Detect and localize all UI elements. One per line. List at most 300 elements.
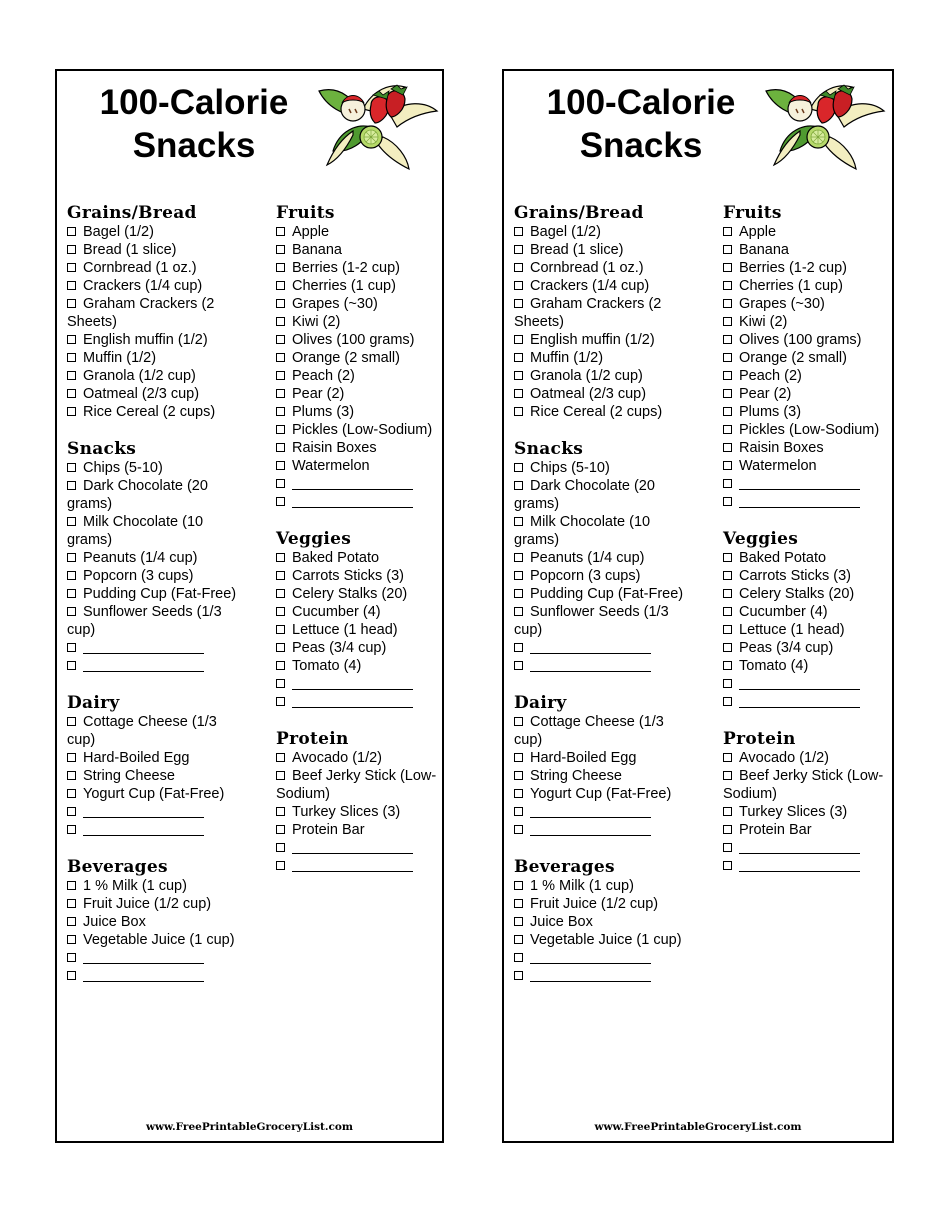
checkbox-icon[interactable] [67, 389, 76, 398]
checkbox-icon[interactable] [723, 679, 732, 688]
checkbox-icon[interactable] [67, 481, 76, 490]
checklist-item-label: Peanuts (1/4 cup) [530, 550, 645, 566]
checkbox-icon[interactable] [276, 843, 285, 852]
checkbox-icon[interactable] [67, 643, 76, 652]
checkbox-icon[interactable] [276, 263, 285, 272]
checklist-item-label: Tomato (4) [739, 658, 809, 674]
checkbox-icon[interactable] [276, 281, 285, 290]
checklist-item-label: Peas (3/4 cup) [292, 640, 387, 656]
checkbox-icon[interactable] [723, 335, 732, 344]
write-in-line[interactable] [739, 677, 860, 690]
checkbox-icon[interactable] [514, 789, 523, 798]
checklist-item [723, 549, 903, 567]
checkbox-icon[interactable] [514, 389, 523, 398]
checklist-item [67, 223, 247, 241]
write-in-line[interactable] [292, 695, 413, 708]
checkbox-icon[interactable] [723, 299, 732, 308]
checkbox-icon[interactable] [514, 353, 523, 362]
checkbox-icon[interactable] [723, 497, 732, 506]
checklist [723, 223, 903, 511]
checklist-item [276, 639, 456, 657]
checkbox-icon[interactable] [276, 407, 285, 416]
checklist-item [276, 439, 456, 457]
write-in-line[interactable] [83, 951, 204, 964]
checklist-item-label: Popcorn (3 cups) [83, 568, 194, 584]
checklist-item [67, 403, 247, 421]
checklist-item-label: Grapes (~30) [739, 296, 825, 312]
checkbox-icon[interactable] [514, 407, 523, 416]
checkbox-icon[interactable] [67, 953, 76, 962]
checkbox-icon[interactable] [723, 771, 732, 780]
checklist-item [723, 331, 903, 349]
checkbox-icon[interactable] [723, 607, 732, 616]
checklist-item-label: Crackers (1/4 cup) [530, 278, 650, 294]
write-in-line[interactable] [83, 969, 204, 982]
checkbox-icon[interactable] [276, 697, 285, 706]
checkbox-icon[interactable] [67, 371, 76, 380]
blank-checklist-item [514, 967, 694, 985]
checklist-item-label: Yogurt Cup (Fat-Free) [530, 786, 672, 802]
checkbox-icon[interactable] [723, 479, 732, 488]
checklist-item [514, 349, 694, 367]
write-in-line[interactable] [292, 677, 413, 690]
checklist-item [276, 385, 456, 403]
checklist-item-label: Apple [739, 224, 777, 240]
checklist-item-label: English muffin (1/2) [530, 332, 655, 348]
blank-checklist-item [276, 839, 456, 857]
checklist-item [276, 621, 456, 639]
checklist-item-label: String Cheese [530, 768, 622, 784]
checklist-item [723, 313, 903, 331]
checkbox-icon[interactable] [276, 643, 285, 652]
checklist-item [67, 385, 247, 403]
checkbox-icon[interactable] [67, 553, 76, 562]
checklist [276, 749, 456, 875]
checklist-item-label: Bread (1 slice) [530, 242, 624, 258]
blank-checklist-item [67, 821, 247, 839]
checkbox-icon[interactable] [276, 607, 285, 616]
write-in-line[interactable] [83, 805, 204, 818]
checkbox-icon[interactable] [723, 371, 732, 380]
checklist-item-label: Fruit Juice (1/2 cup) [83, 896, 212, 912]
write-in-line[interactable] [739, 695, 860, 708]
checkbox-icon[interactable] [67, 281, 76, 290]
checklist-item [276, 821, 456, 839]
section-snacks [514, 439, 694, 675]
write-in-line[interactable] [292, 841, 413, 854]
checkbox-icon[interactable] [67, 971, 76, 980]
checklist-item-label: Kiwi (2) [292, 314, 341, 330]
checklist-item-label: Berries (1-2 cup) [292, 260, 400, 276]
section-heading: Veggies [276, 529, 352, 549]
checklist-item [67, 567, 247, 585]
section-veggies [276, 529, 456, 711]
checklist-item [514, 277, 694, 295]
checkbox-icon[interactable] [514, 227, 523, 236]
checkbox-icon[interactable] [514, 463, 523, 472]
checklist-item [514, 931, 694, 949]
blank-checklist-item [67, 657, 247, 675]
checkbox-icon[interactable] [67, 335, 76, 344]
section-beverages [514, 857, 694, 985]
checkbox-icon[interactable] [67, 825, 76, 834]
checklist-item [723, 603, 903, 621]
section-heading: Snacks [67, 439, 137, 459]
section-fruits [276, 203, 456, 511]
checkbox-icon[interactable] [514, 263, 523, 272]
checkbox-icon[interactable] [67, 227, 76, 236]
checklist-item [276, 331, 456, 349]
checklist-item [514, 549, 694, 567]
write-in-line[interactable] [292, 477, 413, 490]
checkbox-icon[interactable] [723, 389, 732, 398]
checklist-item-label: Apple [292, 224, 330, 240]
checkbox-icon[interactable] [723, 807, 732, 816]
checkbox-icon[interactable] [276, 571, 285, 580]
checkbox-icon[interactable] [276, 825, 285, 834]
checkbox-icon[interactable] [723, 353, 732, 362]
checkbox-icon[interactable] [723, 461, 732, 470]
checklist-item [514, 877, 694, 895]
checklist-item [67, 713, 247, 749]
checkbox-icon[interactable] [514, 717, 523, 726]
blank-checklist-item [276, 675, 456, 693]
checklist-item [514, 513, 694, 549]
checkbox-icon[interactable] [276, 589, 285, 598]
checklist-item [67, 513, 247, 549]
checklist-item-label: Grapes (~30) [292, 296, 378, 312]
checklist-item [67, 877, 247, 895]
checklist-item-label: Hard-Boiled Egg [530, 750, 637, 766]
checklist-item [276, 403, 456, 421]
checkbox-icon[interactable] [514, 899, 523, 908]
checkbox-icon[interactable] [514, 517, 523, 526]
checklist-item [514, 385, 694, 403]
checkbox-icon[interactable] [67, 245, 76, 254]
checklist-item [723, 749, 903, 767]
write-in-line[interactable] [739, 859, 860, 872]
blank-checklist-item [276, 693, 456, 711]
checkbox-icon[interactable] [723, 227, 732, 236]
checkbox-icon[interactable] [514, 335, 523, 344]
checklist-item-label: Dark Chocolate (20 grams) [67, 478, 208, 512]
checklist-item [723, 403, 903, 421]
section-heading: Grains/Bread [67, 203, 197, 223]
checkbox-icon[interactable] [514, 807, 523, 816]
checkbox-icon[interactable] [723, 571, 732, 580]
checkbox-icon[interactable] [723, 697, 732, 706]
checklist-item [514, 241, 694, 259]
checklist-item-label: Carrots Sticks (3) [292, 568, 404, 584]
checkbox-icon[interactable] [276, 807, 285, 816]
checkbox-icon[interactable] [276, 317, 285, 326]
checklist-item [723, 567, 903, 585]
checkbox-icon[interactable] [276, 299, 285, 308]
checkbox-icon[interactable] [723, 625, 732, 634]
checkbox-icon[interactable] [723, 263, 732, 272]
checkbox-icon[interactable] [67, 263, 76, 272]
checklist-item [276, 549, 456, 567]
checkbox-icon[interactable] [276, 425, 285, 434]
checklist-item-label: Rice Cereal (2 cups) [83, 404, 216, 420]
write-in-line[interactable] [292, 495, 413, 508]
checklist [67, 877, 247, 985]
write-in-line[interactable] [83, 823, 204, 836]
checklist-item-label: Muffin (1/2) [83, 350, 157, 366]
checkbox-icon[interactable] [514, 371, 523, 380]
checklist-item-label: Beef Jerky Stick (Low-Sodium) [276, 768, 437, 802]
footer-url: www.FreePrintableGroceryList.com [145, 1121, 354, 1133]
checklist-item-label: Granola (1/2 cup) [83, 368, 196, 384]
checklist-item [514, 585, 694, 603]
checklist-item [67, 749, 247, 767]
write-in-line[interactable] [530, 823, 651, 836]
checklist-item-label: Olives (100 grams) [292, 332, 415, 348]
checkbox-icon[interactable] [67, 789, 76, 798]
checklist-item [514, 767, 694, 785]
checklist-item-label: Peanuts (1/4 cup) [83, 550, 198, 566]
checklist-item [723, 295, 903, 313]
checklist-item [276, 421, 456, 439]
checkbox-icon[interactable] [514, 917, 523, 926]
checklist [514, 223, 694, 421]
checkbox-icon[interactable] [276, 479, 285, 488]
checklist-item-label: Orange (2 small) [739, 350, 847, 366]
checklist-item [276, 277, 456, 295]
checklist-item [723, 821, 903, 839]
checkbox-icon[interactable] [514, 825, 523, 834]
checkbox-icon[interactable] [276, 753, 285, 762]
checkbox-icon[interactable] [276, 443, 285, 452]
section-heading: Grains/Bread [514, 203, 644, 223]
checkbox-icon[interactable] [276, 771, 285, 780]
checkbox-icon[interactable] [514, 607, 523, 616]
checkbox-icon[interactable] [723, 861, 732, 870]
checklist-item [514, 913, 694, 931]
checklist-item-label: Vegetable Juice (1 cup) [83, 932, 235, 948]
checklist-item [276, 223, 456, 241]
checklist-item-label: Lettuce (1 head) [739, 622, 845, 638]
write-in-line[interactable] [530, 805, 651, 818]
checkbox-icon[interactable] [514, 661, 523, 670]
section-protein [276, 729, 456, 875]
checklist-item-label: English muffin (1/2) [83, 332, 208, 348]
checkbox-icon[interactable] [67, 299, 76, 308]
checkbox-icon[interactable] [723, 643, 732, 652]
section-dairy [514, 693, 694, 839]
checkbox-icon[interactable] [67, 899, 76, 908]
checklist-item-label: 1 % Milk (1 cup) [530, 878, 634, 894]
checkbox-icon[interactable] [514, 953, 523, 962]
blank-checklist-item [67, 639, 247, 657]
checkbox-icon[interactable] [67, 353, 76, 362]
checkbox-icon[interactable] [514, 935, 523, 944]
checklist-item [723, 621, 903, 639]
checkbox-icon[interactable] [276, 245, 285, 254]
checklist-item-label: Plums (3) [739, 404, 802, 420]
section-heading: Veggies [723, 529, 799, 549]
checklist-item [514, 785, 694, 803]
checklist-item [67, 241, 247, 259]
write-in-line[interactable] [530, 969, 651, 982]
checklist-item-label: Lettuce (1 head) [292, 622, 398, 638]
checkbox-icon[interactable] [514, 571, 523, 580]
checklist-item-label: Berries (1-2 cup) [739, 260, 847, 276]
checkbox-icon[interactable] [723, 553, 732, 562]
checklist-item-label: Avocado (1/2) [292, 750, 383, 766]
checklist-item [67, 367, 247, 385]
checklist-item-label: Pickles (Low-Sodium) [292, 422, 433, 438]
checklist-item-label: Pear (2) [292, 386, 345, 402]
checkbox-icon[interactable] [723, 281, 732, 290]
checkbox-icon[interactable] [276, 371, 285, 380]
checklist-item-label: Popcorn (3 cups) [530, 568, 641, 584]
checkbox-icon[interactable] [276, 497, 285, 506]
blank-checklist-item [514, 639, 694, 657]
checkbox-icon[interactable] [276, 661, 285, 670]
checkbox-icon[interactable] [723, 407, 732, 416]
checklist-item-label: Dark Chocolate (20 grams) [514, 478, 655, 512]
checkbox-icon[interactable] [67, 753, 76, 762]
checklist-item [723, 223, 903, 241]
checklist-item [514, 259, 694, 277]
checkbox-icon[interactable] [514, 971, 523, 980]
checklist-item [67, 603, 247, 639]
checkbox-icon[interactable] [723, 245, 732, 254]
checkbox-icon[interactable] [67, 935, 76, 944]
checkbox-icon[interactable] [67, 807, 76, 816]
checkbox-icon[interactable] [67, 517, 76, 526]
checklist [514, 459, 694, 675]
checkbox-icon[interactable] [276, 553, 285, 562]
write-in-line[interactable] [739, 495, 860, 508]
checklist-item-label: String Cheese [83, 768, 175, 784]
checkbox-icon[interactable] [514, 753, 523, 762]
checkbox-icon[interactable] [276, 625, 285, 634]
checkbox-icon[interactable] [514, 281, 523, 290]
checklist-item-label: Juice Box [83, 914, 146, 930]
checklist-item-label: Protein Bar [739, 822, 812, 838]
blank-checklist-item [67, 803, 247, 821]
checklist-item-label: Cornbread (1 oz.) [83, 260, 197, 276]
checkbox-icon[interactable] [514, 299, 523, 308]
checkbox-icon[interactable] [67, 771, 76, 780]
checkbox-icon[interactable] [514, 481, 523, 490]
checkbox-icon[interactable] [723, 753, 732, 762]
checkbox-icon[interactable] [514, 771, 523, 780]
checklist-item [723, 457, 903, 475]
section-heading: Protein [276, 729, 349, 749]
write-in-line[interactable] [739, 477, 860, 490]
fruit-illustration-icon [313, 79, 439, 171]
write-in-line[interactable] [530, 659, 651, 672]
checklist-item [723, 439, 903, 457]
checkbox-icon[interactable] [723, 589, 732, 598]
section-dairy [67, 693, 247, 839]
checkbox-icon[interactable] [723, 661, 732, 670]
checkbox-icon[interactable] [67, 717, 76, 726]
write-in-line[interactable] [739, 841, 860, 854]
checkbox-icon[interactable] [723, 843, 732, 852]
checkbox-icon[interactable] [276, 679, 285, 688]
write-in-line[interactable] [530, 641, 651, 654]
checklist-item [67, 913, 247, 931]
write-in-line[interactable] [292, 859, 413, 872]
checklist-item [276, 749, 456, 767]
title-line-1: 100-Calorie [99, 83, 289, 122]
checkbox-icon[interactable] [276, 335, 285, 344]
checkbox-icon[interactable] [67, 571, 76, 580]
checkbox-icon[interactable] [276, 461, 285, 470]
checklist-item-label: Cottage Cheese (1/3 cup) [67, 714, 217, 748]
checkbox-icon[interactable] [276, 389, 285, 398]
checklist-item-label: Crackers (1/4 cup) [83, 278, 203, 294]
checklist-item [514, 367, 694, 385]
checklist-item-label: Graham Crackers (2 Sheets) [514, 296, 662, 330]
checkbox-icon[interactable] [723, 317, 732, 326]
checkbox-icon[interactable] [276, 227, 285, 236]
checklist-item-label: Milk Chocolate (10 grams) [67, 514, 204, 548]
checklist [514, 713, 694, 839]
checkbox-icon[interactable] [514, 245, 523, 254]
checkbox-icon[interactable] [514, 881, 523, 890]
page-title [69, 81, 319, 167]
checkbox-icon[interactable] [67, 881, 76, 890]
blank-checklist-item [67, 967, 247, 985]
right-column [276, 203, 456, 875]
checkbox-icon[interactable] [67, 463, 76, 472]
checkbox-icon[interactable] [67, 607, 76, 616]
checkbox-icon[interactable] [723, 443, 732, 452]
checklist-item [276, 295, 456, 313]
write-in-line[interactable] [530, 951, 651, 964]
checklist-item [67, 295, 247, 331]
checklist-item [67, 785, 247, 803]
write-in-line[interactable] [83, 659, 204, 672]
checkbox-icon[interactable] [276, 353, 285, 362]
checklist-item-label: Muffin (1/2) [530, 350, 604, 366]
checklist-item [67, 585, 247, 603]
checkbox-icon[interactable] [723, 825, 732, 834]
checklist-item [514, 459, 694, 477]
checkbox-icon[interactable] [276, 861, 285, 870]
checkbox-icon[interactable] [67, 589, 76, 598]
checkbox-icon[interactable] [514, 553, 523, 562]
write-in-line[interactable] [83, 641, 204, 654]
checklist-item-label: Olives (100 grams) [739, 332, 862, 348]
checklist-item [723, 385, 903, 403]
checkbox-icon[interactable] [67, 661, 76, 670]
checklist-item-label: Cucumber (4) [739, 604, 828, 620]
checkbox-icon[interactable] [723, 425, 732, 434]
checklist [514, 877, 694, 985]
checkbox-icon[interactable] [67, 407, 76, 416]
left-column [67, 203, 247, 985]
checklist-item-label: Celery Stalks (20) [292, 586, 408, 602]
checklist-item [723, 349, 903, 367]
checkbox-icon[interactable] [514, 643, 523, 652]
checklist-item-label: Celery Stalks (20) [739, 586, 855, 602]
section-heading: Dairy [67, 693, 120, 713]
checklist-item [276, 567, 456, 585]
checkbox-icon[interactable] [67, 917, 76, 926]
section-heading: Fruits [276, 203, 335, 223]
checklist-item-label: Fruit Juice (1/2 cup) [530, 896, 659, 912]
checklist-item [67, 331, 247, 349]
checklist-item-label: Banana [739, 242, 789, 258]
checklist-item-label: Baked Potato [292, 550, 380, 566]
checkbox-icon[interactable] [514, 589, 523, 598]
